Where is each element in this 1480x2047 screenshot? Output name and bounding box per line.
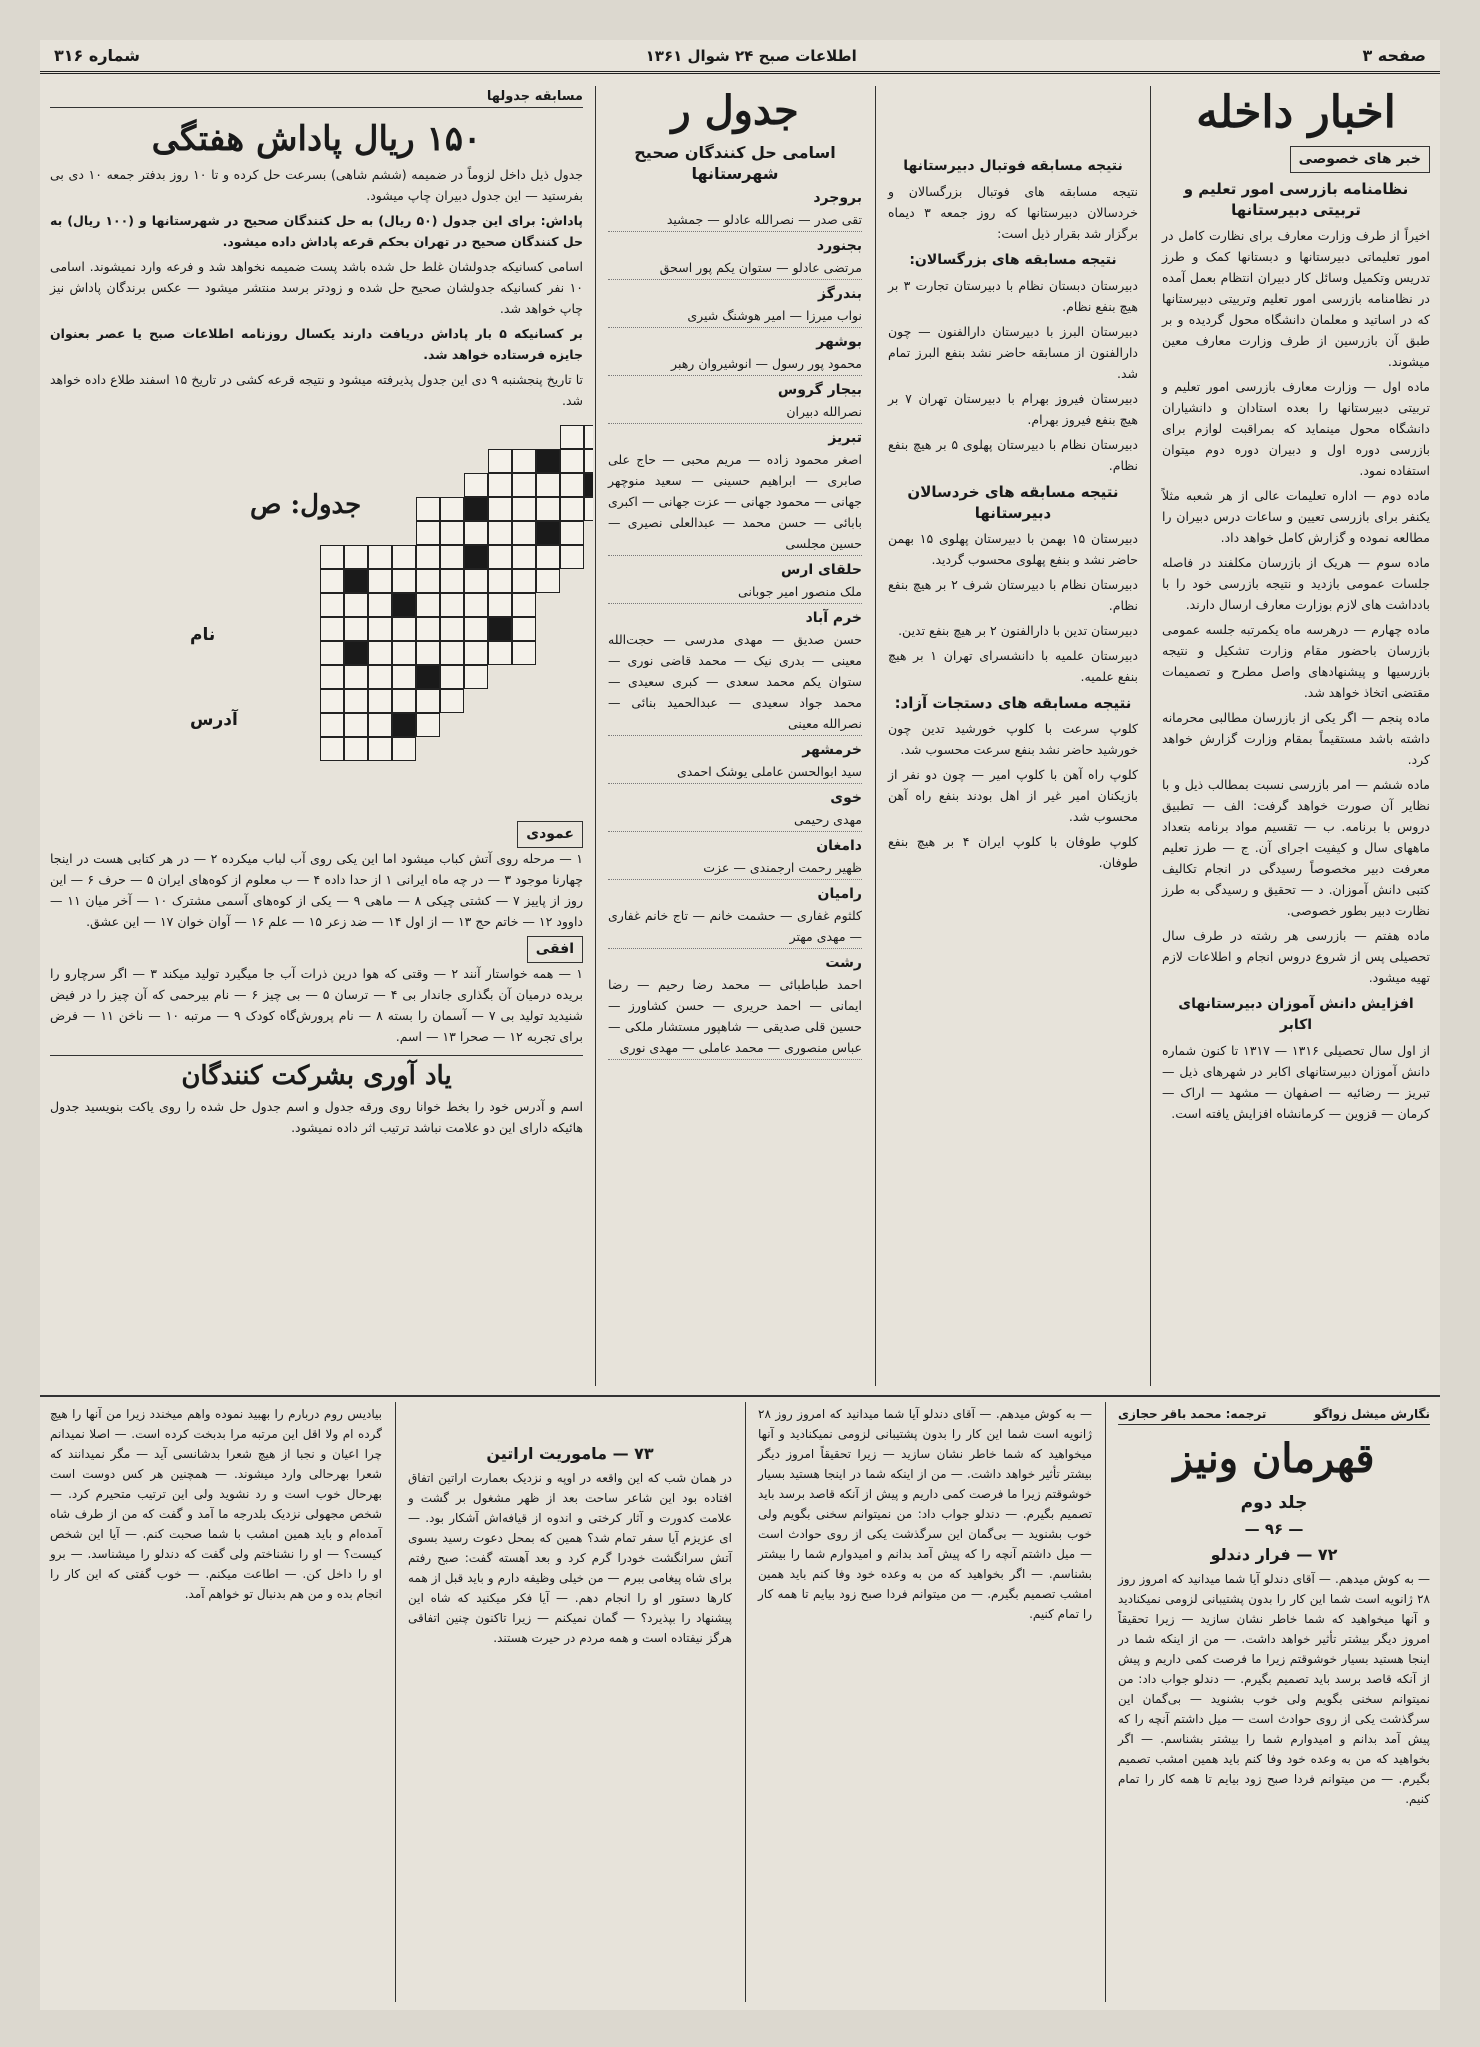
grid-cell[interactable] <box>464 569 488 593</box>
grid-cell[interactable] <box>464 473 488 497</box>
grid-cell[interactable] <box>488 545 512 569</box>
grid-cell[interactable] <box>392 569 416 593</box>
grid-cell-blocked <box>488 617 512 641</box>
free-teams-headline: نتیجه مسابقه های دستجات آزاد: <box>894 694 1132 712</box>
students-headline: افزایش دانش آموزان دبیرستانهای اکابر <box>1178 996 1414 1033</box>
grid-cell[interactable] <box>416 593 440 617</box>
grid-cell[interactable] <box>512 617 536 641</box>
grid-spacer <box>584 545 593 569</box>
city-name: تبریز <box>828 430 862 446</box>
participants-text: اسم و آدرس خود را بخط خوانا روی ورقه جدول و اسم جدول حل شده را روی یاکت بنویسید جدول هائیکه دارای این دو علامت نباشد ترتیب اثر داده نمیشود. <box>50 1099 583 1135</box>
grid-cell[interactable] <box>344 737 368 761</box>
grid-cell[interactable] <box>416 713 440 737</box>
issue-number: شماره ۳۱۶ <box>54 46 141 65</box>
down-clues: ۱ — مرحله روی آتش کباب میشود اما این یکی روی آب لباب میکرده ۲ — در هر کتابی هست در اینجا چهارنا موجود ۳ — در چه ماه ایرانی ۱ از حدا داده ۴ — ب معلوم از کوه‌های ایران ۵ — حرف ۶ — این روز از پاییز ۷ — کشتی چیکی ۸ — ماهی ۹ — یکی از کوه‌های آسمی مشترک ۱۰ — آخر میان ۱۱ — داوود ۱۲ — خاتم حج ۱۳ — از اول ۱۴ — ضد زعر ۱۵ — علم ۱۶ — آوان خوان ۱۷ — این عشق. <box>50 851 583 929</box>
grid-cell[interactable] <box>464 665 488 689</box>
grid-spacer <box>368 425 392 449</box>
grid-cell[interactable] <box>392 641 416 665</box>
grid-cell[interactable] <box>440 593 464 617</box>
grid-spacer <box>320 521 344 545</box>
grid-cell[interactable] <box>344 689 368 713</box>
grid-cell[interactable] <box>392 617 416 641</box>
puzzle-column <box>40 86 593 1396</box>
grid-cell[interactable] <box>584 497 593 521</box>
grid-cell[interactable] <box>488 497 512 521</box>
grid-spacer <box>584 593 593 617</box>
chapter-title: ۷۳ — ماموریت اراتین <box>486 1444 654 1463</box>
solver-names: تقی صدر — نصرالله عادلو — جمشید <box>608 209 862 232</box>
city-name: بروجرد <box>813 190 862 206</box>
grid-cell[interactable] <box>416 569 440 593</box>
city-name: خوی <box>830 790 862 806</box>
masthead <box>40 40 1440 74</box>
puzzle-note: بر کسانیکه ۵ بار پاداش دریافت دارند یکسال روزنامه اطلاعات صبح یا عصر بعنوان جایزه فرستاده خواهد شد. <box>50 326 583 362</box>
city-name: خرم آباد <box>805 610 862 626</box>
grid-cell[interactable] <box>488 473 512 497</box>
grid-spacer <box>560 569 584 593</box>
grid-cell[interactable] <box>512 593 536 617</box>
grid-cell[interactable] <box>488 641 512 665</box>
result-line: کلوپ راه آهن با کلوپ امیر — چون دو نفر از بازیکنان امیر غیر از اهل بودند بنفع راه آهن محسوب شد. <box>888 767 1138 824</box>
solver-names: ظهیر رحمت ارجمندی — عزت <box>608 857 862 880</box>
grid-spacer <box>584 617 593 641</box>
grid-spacer <box>464 689 488 713</box>
city-name: بیجار گروس <box>777 382 862 398</box>
novel-column-1 <box>1108 1404 1440 2004</box>
paragraph: ماده هفتم — بازرسی هر رشته در طرف سال تحصیلی پس از شروع دروس انجام و اطلاعات لازم تهیه میشود. <box>1162 928 1430 985</box>
city-list <box>608 188 862 1060</box>
novel-text: — به کوش میدهم. — آقای دندلو آیا شما میدانید که امروز روز ۲۸ ژانویه است شما این کار را بدون پشتیبانی لزومی نمیکنادید و آنها میخواهید که شما خاطر نشان سازید — زیرا تحقیقاً امروز دیگر بیشتر تأثیر خواهد داشت. — من از اینکه شما در اینجا هستید بسیار خوشوقتم زیرا ما فرصت کمی داریم و پیش از آنکه قاصد برسد باید تصمیم بگیرم. — دندلو جواب داد: من نمیتوانم سخنی بگویم ولی خوب بشنوید — بی‌گمان این سرگذشت یکی از روی حوادث است — میل داشتم آنچه را که پیش آمد بدانم و امیدوارم شما را بیشتر بشناسم. — اگر بخواهید که من به وعده خود وفا کنم باید همین امشب تصمیم بگیرم. — من میتوانم فردا صبح زود بیایم تا همه کار را تمام کنیم. <box>758 1407 1092 1621</box>
grid-cell[interactable] <box>344 545 368 569</box>
grid-cell[interactable] <box>488 521 512 545</box>
paragraph: ماده سوم — هریک از بازرسان مکلفند در فاصله جلسات عمومی بازدید و نتیجه بازرسی خود را با بادداشت های لازم بوزارت معارف ارسال دارند. <box>1162 555 1430 612</box>
grid-spacer <box>584 641 593 665</box>
grid-cell[interactable] <box>344 713 368 737</box>
grid-spacer <box>584 569 593 593</box>
grid-cell-blocked <box>464 497 488 521</box>
crossword-area <box>50 415 583 815</box>
grid-spacer <box>392 473 416 497</box>
result-line: دبیرستان نظام با دبیرستان شرف ۲ بر هیچ بنفع نظام. <box>888 577 1138 613</box>
grid-spacer <box>320 497 344 521</box>
solver-names: نصرالله دبیران <box>608 401 862 424</box>
grid-cell[interactable] <box>392 737 416 761</box>
puzzle-prize: پاداش: برای این جدول (۵۰ ریال) به حل کنندگان صحیح در شهرستانها و (۱۰۰ ریال) به حل کنندگان صحیح در تهران بحکم قرعه پاداش داده میشود. <box>50 213 584 249</box>
grid-cell[interactable] <box>416 689 440 713</box>
grid-spacer <box>512 689 536 713</box>
grid-cell-blocked <box>584 473 593 497</box>
down-label: عمودی <box>517 821 583 848</box>
participants-title: یاد آوری بشرکت کنندگان <box>50 1055 583 1096</box>
solver-names: مهدی رحیمی <box>608 809 862 832</box>
solver-names: احمد طباطبائی — محمد رضا رحیم — رضا ایمانی — احمد حریری — حسن کشاورز — حسین قلی صدیقی — شاهپور مستشار ملکی — عباس منصوری — محمد عاملی — مهدی نوری <box>608 974 862 1060</box>
grid-spacer <box>320 425 344 449</box>
grid-spacer <box>440 713 464 737</box>
crossword-grid[interactable] <box>320 425 593 761</box>
grid-cell[interactable] <box>416 545 440 569</box>
grid-spacer <box>488 713 512 737</box>
novel-credits <box>1118 1404 1430 1425</box>
grid-cell[interactable] <box>392 665 416 689</box>
grid-spacer <box>416 425 440 449</box>
grid-cell[interactable] <box>464 641 488 665</box>
grid-cell[interactable] <box>440 689 464 713</box>
novel-text: — به کوش میدهم. — آقای دندلو آیا شما میدانید که امروز روز ۲۸ ژانویه است شما این کار را بدون پشتیبانی لزومی نمیکنادید و آنها میخواهید که شما خاطر نشان سازید — زیرا تحقیقاً امروز دیگر بیشتر تأثیر خواهد داشت. — من از اینکه شما در اینجا هستید بسیار خوشوقتم زیرا ما فرصت کمی داریم و پیش از آنکه قاصد برسد باید تصمیم بگیرم. — دندلو جواب داد: من نمیتوانم سخنی بگویم ولی خوب بشنوید — بی‌گمان این سرگذشت یکی از روی حوادث است — میل داشتم آنچه را که پیش آمد بدانم و امیدوارم شما را بیشتر بشناسم. — اگر بخواهید که من به وعده خود وفا کنم باید همین امشب تصمیم بگیرم. — من میتوانم فردا صبح زود بیایم تا همه کار را تمام کنیم. <box>1118 1572 1430 1806</box>
city-name: بندرگز <box>818 286 862 302</box>
novel-text: در همان شب که این واقعه در اوپه و نزدیک بعمارت اراتین اتفاق افتاده بود این شاعر ساحت بعد از ظهر مشغول بر گشت و علامت کدورت و آثار کرختی و اندوه از قیافه‌اش آشکار بود. — ای عزیزم آیا سفر تمام شد؟ همین که بمحل دعوت رسید بسوی آتش سرانگشت خودرا گرم کرد و بعد آهسته گفت: صبح رفتم برای شاه پیغامی ببرم — من خیلی وظیفه دارم و باید قبل از همه کارها دستور او را انجام دهم. — آیا فکر میکنید که شاه این پیشنهاد را بپذیرد؟ — گمان نمیکنم — زیرا تاکنون چنین اتفاقی هرگز نیفتاده است و همه مردم در حیرت هستند. <box>408 1471 732 1645</box>
grid-spacer <box>488 689 512 713</box>
solver-names: محمود پور رسول — انوشیروان رهبر <box>608 353 862 376</box>
grid-cell-blocked <box>344 569 368 593</box>
grid-cell[interactable] <box>584 449 593 473</box>
puzzle-title: ۱۵۰ ریال پاداش هفتگی <box>151 119 482 159</box>
puzzle-section-label: مسابقه جدولها <box>50 86 583 108</box>
result-line: دبیرستان فیروز بهرام با دبیرستان تهران ۷ بر هیچ بنفع فیروز بهرام. <box>888 391 1138 427</box>
solver-names: کلثوم غفاری — حشمت خانم — تاج خانم غفاری — مهدی مهتر <box>608 905 862 949</box>
grid-spacer <box>440 425 464 449</box>
grid-cell-blocked <box>344 641 368 665</box>
city-name: بوشهر <box>816 334 862 350</box>
grid-cell[interactable] <box>368 665 392 689</box>
grid-spacer <box>512 737 536 761</box>
result-line: دبیرستان علمیه با دانشسرای تهران ۱ بر هیچ بنفع علمیه. <box>888 648 1138 684</box>
grid-cell[interactable] <box>560 497 584 521</box>
grid-spacer <box>344 497 368 521</box>
grid-spacer <box>560 593 584 617</box>
grid-cell[interactable] <box>416 497 440 521</box>
masthead-date: اطلاعات صبح ۲۴ شوال ۱۳۶۱ <box>645 46 857 65</box>
grid-cell[interactable] <box>560 425 584 449</box>
grid-cell[interactable] <box>368 569 392 593</box>
across-clues: ۱ — همه خواستار آنند ۲ — وقتی که هوا درین ذرات آب جا میگیرد تولید میکند ۳ — اگر سرچارو را بریده درمیان آن بگذاری جاندار بی ۴ — ترسان ۵ — بی چیز ۶ — نام بیرحمی که آن چیز را در فیض شنیدید تولید بی ۷ — آسمان را بسته ۸ — نام پرورش‌گاه کودک ۹ — مرتبه ۱۰ — ناخن ۱۱ — فرض برای تجربه ۱۲ — صحرا ۱۳ — اسم. <box>50 966 584 1044</box>
grid-cell[interactable] <box>440 497 464 521</box>
result-line: دبیرستان دبستان نظام با دبیرستان تجارت ۳ بر هیچ بنفع نظام. <box>888 278 1138 314</box>
grid-spacer <box>368 521 392 545</box>
grid-cell[interactable] <box>320 569 344 593</box>
puzzle-intro: جدول ذیل داخل لزوماً در ضمیمه (ششم شاهی) بسرعت حل کرده و تا ۱۰ روز بدفتر جمعه ۱۰ دی بی بفرستید — این جدول دبیران چاپ میشود. <box>50 167 583 203</box>
grid-cell[interactable] <box>440 521 464 545</box>
grid-spacer <box>560 617 584 641</box>
novel-number: — ۹۶ — <box>1244 1520 1304 1538</box>
grid-spacer <box>440 473 464 497</box>
grid-spacer <box>464 713 488 737</box>
novel-text: بیادیس روم دربارم را بهبید نموده واهم میخندد زیرا من آنها را هیچ گرده ام ولا اقل این مرتبه مرا بدبخت کرده است. — اصلا نمیدانم چرا اعیان و نجبا از هیچ شعرا بدشانسی آید — مگر نمیدانند که شعرا بهرحالی وارد میشوند. — همچنین هر کس دوست است بهرحال خوب است و رد نشوید ولی این ترتیب متحیرم کرد. — شخص مجهولی نزدیک بلدرجه ما آمد و گفت که من از طرف شاه آمده‌ام و باید همین امشب با شما صحبت کنم. — آیا این شخص کیست؟ — او را نشناختم ولی گفت که دندلو را میشناسد. — برو او را داخل کن. — اطاعت میکنم. — خوب گفتی که این کار را انجام بده و من هم بدنبال تو خواهم آمد. <box>50 1407 382 1601</box>
grid-spacer <box>392 425 416 449</box>
grid-cell[interactable] <box>440 665 464 689</box>
city-name: رشت <box>825 955 862 971</box>
juniors-headline: نتیجه مسابقه های خردسالان دبیرستانها <box>907 483 1119 522</box>
novel-translator: ترجمه: محمد باقر حجازی <box>1118 1407 1267 1421</box>
grid-cell[interactable] <box>560 545 584 569</box>
grid-spacer <box>584 521 593 545</box>
solver-names: سید ابوالحسن عاملی یوشک احمدی <box>608 761 862 784</box>
result-line: کلوپ طوفان با کلوپ ایران ۴ بر هیچ بنفع طوفان. <box>888 834 1138 870</box>
grid-spacer <box>584 713 593 737</box>
grid-spacer <box>536 737 560 761</box>
paragraph: نتیجه مسابقه های فوتبال بزرگسالان و خردسالان دبیرستانها که روز جمعه ۳ دیماه برگزار شد بقرار ذیل است: <box>888 184 1138 241</box>
result-line: دبیرستان تدین با دارالفنون ۲ بر هیچ بنفع تدین. <box>898 623 1138 638</box>
result-line: دبیرستان نظام با دبیرستان پهلوی ۵ بر هیچ بنفع نظام. <box>888 437 1138 473</box>
across-label: افقی <box>527 936 583 963</box>
paragraph: ماده چهارم — درهرسه ماه یکمرتبه جلسه عمومی بازرسان باحضور مقام وزارت تشکیل و نتیجه بازرسیها و پیشنهادهای واصل مطرح و تصمیمات مقتضی اتخاذ خواهد شد. <box>1162 622 1430 700</box>
grid-cell[interactable] <box>488 449 512 473</box>
grid-cell-blocked <box>536 521 560 545</box>
column-rule <box>875 86 876 1386</box>
page-number: صفحه ۳ <box>1362 46 1426 65</box>
grid-cell[interactable] <box>536 497 560 521</box>
seniors-headline: نتیجه مسابقه های بزرگسالان: <box>909 252 1117 268</box>
grid-spacer <box>344 449 368 473</box>
city-name: بجنورد <box>816 238 862 254</box>
column-rule <box>395 1402 396 2002</box>
grid-spacer <box>416 449 440 473</box>
table-r-subtitle: اسامی حل کنندگان صحیح شهرستانها <box>634 143 836 183</box>
grid-spacer <box>416 737 440 761</box>
grid-cell[interactable] <box>320 689 344 713</box>
paragraph: ماده دوم — اداره تعلیمات عالی از هر شعبه مثلاً یکنفر برای بازرسی تعیین و ساعات درس دبیران را مطالعه نموده و گزارش کامل خواهد داد. <box>1162 488 1430 545</box>
grid-cell[interactable] <box>368 641 392 665</box>
grid-cell[interactable] <box>560 521 584 545</box>
grid-cell[interactable] <box>320 617 344 641</box>
domestic-column-1 <box>1152 86 1440 1386</box>
novel-column-4 <box>40 1404 392 2004</box>
grid-cell[interactable] <box>416 617 440 641</box>
grid-cell-blocked <box>392 713 416 737</box>
grid-cell[interactable] <box>368 617 392 641</box>
puzzle-rules: اسامی کسانیکه جدولشان غلط حل شده باشد پست ضمیمه نخواهد شد و فرعه وارد نمیشوند. اسامی ۱۰ نفر کسانیکه جدولشان صحیح حل شده و زودتر برسد منتشر میشود — عکس برندگان پاداش نیز چاپ خواهد شد. <box>50 259 583 316</box>
grid-cell[interactable] <box>368 689 392 713</box>
grid-spacer <box>584 665 593 689</box>
grid-cell-blocked <box>464 545 488 569</box>
grid-cell[interactable] <box>368 737 392 761</box>
grid-spacer <box>488 425 512 449</box>
grid-cell-blocked <box>392 593 416 617</box>
grid-cell[interactable] <box>368 713 392 737</box>
grid-spacer <box>320 449 344 473</box>
grid-cell[interactable] <box>320 593 344 617</box>
grid-cell[interactable] <box>464 617 488 641</box>
grid-spacer <box>344 521 368 545</box>
grid-cell[interactable] <box>440 641 464 665</box>
grid-cell[interactable] <box>560 473 584 497</box>
novel-column-3 <box>398 1404 742 2004</box>
grid-spacer <box>416 473 440 497</box>
novel-title: قهرمان ونیز <box>1173 1435 1375 1482</box>
grid-cell[interactable] <box>488 593 512 617</box>
solver-names: اصغر محمود زاده — مریم محبی — حاج علی صابری — ابراهیم حسینی — سعید منوچهر جهانی — محمود جهانی — عزت جهانی — اکبری بابائی — حسن محمد — عبدالعلی نصیری — حسین مجلسی <box>608 449 862 556</box>
paragraph: از اول سال تحصیلی ۱۳۱۶ — ۱۳۱۷ تا کنون شماره دانش آموزان دبیرستانهای اکابر در شهرهای ذیل — تبریز — رضائیه — اصفهان — مشهد — اراک — کرمان — قزوین — کرمانشاه افزایش یافته است. <box>1162 1043 1431 1121</box>
grid-spacer <box>584 737 593 761</box>
column-rule <box>595 86 596 1386</box>
grid-spacer <box>560 737 584 761</box>
domestic-title: اخبار داخله <box>1196 87 1396 138</box>
grid-cell[interactable] <box>464 521 488 545</box>
newspaper-page <box>40 40 1440 2010</box>
solver-names: مرتضی عادلو — ستوان یکم پور اسحق <box>608 257 862 280</box>
city-name: حلقای ارس <box>780 562 862 578</box>
grid-cell[interactable] <box>392 689 416 713</box>
grid-cell[interactable] <box>320 665 344 689</box>
paragraph: ماده پنجم — اگر یکی از بازرسان مطالبی محرمانه داشته باشد مستقیماً بمقام وزارت گزارش خواهد کرد. <box>1162 710 1430 767</box>
grid-spacer <box>488 665 512 689</box>
grid-spacer <box>536 641 560 665</box>
result-line: دبیرستان البرز با دبیرستان دارالفنون — چون دارالفنون از مسابقه حاضر نشد بنفع البرز تمام شد. <box>888 324 1138 381</box>
grid-spacer <box>512 425 536 449</box>
address-label: آدرس <box>190 710 238 730</box>
grid-cell[interactable] <box>512 569 536 593</box>
grid-cell[interactable] <box>536 569 560 593</box>
grid-spacer <box>536 713 560 737</box>
result-line: کلوپ سرعت با کلوپ خورشید تدین چون خورشید حاضر نشد بنفع سرعت محسوب شد. <box>888 721 1138 757</box>
grid-spacer <box>440 737 464 761</box>
grid-cell[interactable] <box>536 545 560 569</box>
grid-label: جدول: ص <box>250 490 362 520</box>
grid-cell[interactable] <box>464 593 488 617</box>
grid-spacer <box>344 425 368 449</box>
puzzle-deadline: تا تاریخ پنجشنبه ۹ دی این جدول پذیرفته میشود و نتیجه قرعه کشی در تاریخ ۱۵ اسفند طلاع داده خواهد شد. <box>50 372 583 408</box>
column-rule <box>1105 1402 1106 2002</box>
grid-spacer <box>536 593 560 617</box>
grid-spacer <box>464 425 488 449</box>
grid-cell[interactable] <box>440 617 464 641</box>
grid-spacer <box>488 737 512 761</box>
grid-spacer <box>344 473 368 497</box>
grid-cell[interactable] <box>512 521 536 545</box>
grid-spacer <box>464 737 488 761</box>
solver-names: نواب میرزا — امیر هوشنگ شیری <box>608 305 862 328</box>
grid-cell[interactable] <box>440 545 464 569</box>
grid-cell[interactable] <box>368 545 392 569</box>
novel-byline: نگارش میشل زواگو <box>1313 1407 1430 1421</box>
grid-cell[interactable] <box>560 449 584 473</box>
grid-cell[interactable] <box>320 737 344 761</box>
grid-spacer <box>320 473 344 497</box>
grid-cell[interactable] <box>320 641 344 665</box>
grid-cell[interactable] <box>440 569 464 593</box>
grid-cell[interactable] <box>344 665 368 689</box>
grid-spacer <box>536 689 560 713</box>
table-r-column <box>598 86 872 1386</box>
grid-spacer <box>392 449 416 473</box>
grid-cell[interactable] <box>512 641 536 665</box>
grid-cell[interactable] <box>416 641 440 665</box>
grid-cell[interactable] <box>536 473 560 497</box>
grid-spacer <box>560 713 584 737</box>
name-label: نام <box>190 625 216 645</box>
grid-cell[interactable] <box>488 569 512 593</box>
grid-cell[interactable] <box>512 473 536 497</box>
grid-spacer <box>536 665 560 689</box>
grid-cell[interactable] <box>584 425 593 449</box>
grid-cell[interactable] <box>320 713 344 737</box>
grid-cell[interactable] <box>416 521 440 545</box>
solver-names: حسن صدیق — مهدی مدرسی — حجت‌الله معینی — بدری نیک — محمد قاضی نوری — ستوان یکم محمد سعدی — کبری سعیدی — محمد جواد سعیدی — عبدالحمید بنائی — نصرالله معینی <box>608 629 862 736</box>
grid-cell[interactable] <box>320 545 344 569</box>
domestic-column-2 <box>878 150 1148 1450</box>
grid-cell[interactable] <box>368 593 392 617</box>
table-r-title: جدول ر <box>671 87 799 134</box>
grid-spacer <box>560 641 584 665</box>
grid-spacer <box>368 497 392 521</box>
column-rule <box>1150 86 1151 1386</box>
grid-spacer <box>464 449 488 473</box>
solver-names: ملک منصور امیر جوبانی <box>608 581 862 604</box>
novel-column-2 <box>748 1404 1102 2004</box>
novel-volume: جلد دوم <box>1240 1493 1308 1513</box>
grid-spacer <box>512 713 536 737</box>
grid-cell[interactable] <box>512 545 536 569</box>
city-name: خرمشهر <box>802 742 862 758</box>
grid-spacer <box>368 473 392 497</box>
grid-spacer <box>560 665 584 689</box>
football-headline: نتیجه مسابقه فوتبال دبیرستانها <box>903 158 1123 174</box>
chapter-title: ۷۲ — فرار دندلو <box>1210 1545 1338 1564</box>
paragraph: اخیراً از طرف وزارت معارف برای نظارت کامل در امور تعلیماتی دبیرستانها و دبستانها کمک و طرز تدریس وتکمیل وسائل کار دبیران انتظام بعمل آمده در نظامنامه بازرسی امور تعلیم وتربیتی دبیرستانها که در اساتید و معلمان دانشگاه محول گردیده و بر طبق آن بازرسین از طرف وزارت معارف معین میشوند. <box>1162 228 1430 369</box>
paragraph: ماده ششم — امر بازرسی نسبت بمطالب ذیل و با نظایر آن صورت خواهد گرفت: الف — تطبیق دروس با برنامه. ب — تقسیم مواد برنامه بتعداد ماههای سال و کیفیت اجرای آن. ج — طرز تعلیم معرفت دبیر مخصوصاً رسیدگی در انجام تکالیف کتبی دانش آموزان. د — تحقیق و رسیدگی به طرز نظارت دبیر بطور خصوصی. <box>1162 777 1430 918</box>
grid-spacer <box>512 665 536 689</box>
grid-spacer <box>584 689 593 713</box>
city-name: دامغان <box>816 838 862 854</box>
grid-cell-blocked <box>536 449 560 473</box>
grid-cell-blocked <box>416 665 440 689</box>
regulation-headline: نظامنامه بازرسی امور تعلیم و تربیتی دبیرستانها <box>1183 180 1409 219</box>
grid-spacer <box>368 449 392 473</box>
grid-spacer <box>440 449 464 473</box>
column-rule <box>745 1402 746 2002</box>
grid-spacer <box>560 689 584 713</box>
grid-spacer <box>392 497 416 521</box>
grid-cell[interactable] <box>392 545 416 569</box>
city-name: رامیان <box>817 886 862 902</box>
grid-cell[interactable] <box>344 617 368 641</box>
grid-spacer <box>392 521 416 545</box>
grid-spacer <box>536 425 560 449</box>
grid-spacer <box>536 617 560 641</box>
special-news-label: خبر های خصوصی <box>1290 146 1430 173</box>
grid-cell[interactable] <box>512 449 536 473</box>
grid-cell[interactable] <box>344 593 368 617</box>
paragraph: ماده اول — وزارت معارف بازرسی امور تعلیم و تربیتی دبیرستانها را بعده استادان و دانشیاران دانشگاه محول مینماید که بمراقبت لوازم برای بازرسی دوره اول و دبیران دوره دوم میتوان استفاده نمود. <box>1162 379 1430 478</box>
grid-cell[interactable] <box>512 497 536 521</box>
result-line: دبیرستان ۱۵ بهمن با دبیرستان پهلوی ۱۵ بهمن حاضر نشد و بنفع پهلوی محسوب گردید. <box>888 531 1138 567</box>
